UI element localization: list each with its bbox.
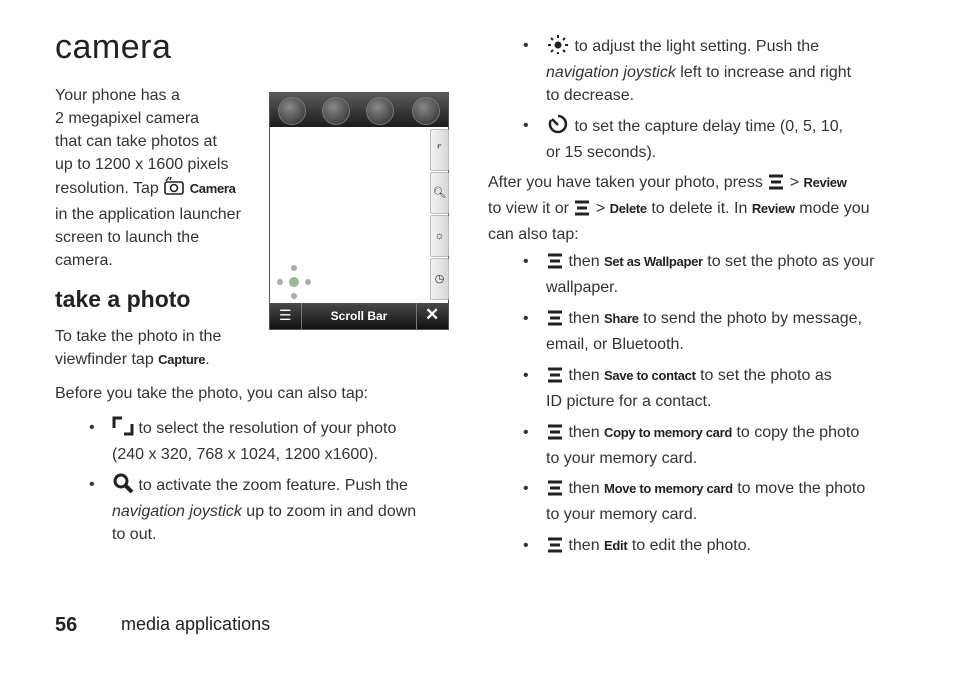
bullet-text: to activate the zoom feature. Push the <box>138 477 408 494</box>
list-item <box>523 250 886 299</box>
bullet-text: to your memory card. <box>546 450 698 467</box>
bullet-text: to move the photo <box>737 480 866 497</box>
navigation-joystick-term: navigation joystick <box>546 64 676 81</box>
bullet-text: then <box>568 253 600 270</box>
take-photo-line <box>55 348 265 371</box>
bullet-text: to edit the photo. <box>631 537 752 554</box>
scroll-bar-label: Scroll Bar <box>301 303 417 329</box>
bullet: • <box>89 476 95 493</box>
menu-option-label: Edit <box>604 538 628 553</box>
list-item <box>89 416 432 466</box>
list-item <box>523 307 886 356</box>
menu-option-label: Move to memory card <box>604 481 733 496</box>
list-item <box>523 364 886 413</box>
menu-icon: ☰ <box>279 307 292 323</box>
review-label: Review <box>803 175 847 190</box>
intro-line: 2 megapixel camera <box>55 110 200 127</box>
bullet-text: to set the photo as <box>700 367 832 384</box>
bullet-text: to copy the photo <box>736 424 860 441</box>
bullet-text: to your memory card. <box>546 506 698 523</box>
bullet-text: to send the photo by message, <box>643 310 862 327</box>
intro-line <box>55 176 255 203</box>
resolution-icon: ⌜ <box>430 129 449 171</box>
bullet: • <box>523 37 529 54</box>
timer-icon: ◷ <box>430 258 449 300</box>
menu-option-label: Set as Wallpaper <box>604 254 703 269</box>
resolution-icon <box>112 416 134 443</box>
bullet-text: then <box>568 424 600 441</box>
after-text: to delete it. In <box>651 200 748 217</box>
messages-icon <box>366 97 394 125</box>
zoom-icon: 🔍︎ <box>430 172 449 214</box>
bullet: • <box>523 253 529 270</box>
light-icon: ☼ <box>430 215 449 257</box>
bullet-text: then <box>568 537 600 554</box>
bullet-text: up to zoom in and down <box>241 503 417 520</box>
intro-line: camera. <box>55 252 113 269</box>
intro-line: Your phone has a <box>55 87 180 104</box>
menu-icon <box>573 200 591 223</box>
intro-line: that can take photos at <box>55 133 217 150</box>
after-text: to view it or <box>488 200 569 217</box>
menu-icon <box>546 367 564 390</box>
take-photo-period: . <box>205 351 210 368</box>
after-text: mode you <box>799 200 870 217</box>
after-text: After you have taken your photo, press <box>488 174 763 191</box>
menu-icon <box>767 174 785 197</box>
list-item <box>523 534 886 560</box>
bullet: • <box>523 424 529 441</box>
light-icon <box>546 34 570 61</box>
list-item <box>523 477 886 526</box>
bullet-text: to select the resolution of your photo <box>138 420 397 437</box>
page-number: 56 <box>55 614 78 636</box>
bullet: • <box>523 537 529 554</box>
footer-section: media applications <box>121 614 271 634</box>
after-text: > <box>789 174 800 191</box>
menu-icon <box>546 253 564 276</box>
bullet: • <box>89 419 95 436</box>
bullet-text: to adjust the light setting. Push the <box>574 38 820 55</box>
bullet-text: email, or Bluetooth. <box>546 336 684 353</box>
after-text: can also tap: <box>488 226 579 243</box>
menu-icon <box>546 537 564 560</box>
list-item <box>523 34 886 107</box>
after-text: > <box>595 200 606 217</box>
bullet-text: then <box>568 367 600 384</box>
bullet: • <box>523 480 529 497</box>
close-icon: ✕ <box>425 305 440 324</box>
take-photo-line: To take the photo in the <box>55 328 222 345</box>
bullet-text: (240 x 320, 768 x 1024, 1200 x1600). <box>112 446 378 463</box>
menu-icon <box>546 310 564 333</box>
timer-icon <box>546 114 570 141</box>
after-paragraph <box>488 171 888 246</box>
joystick-indicator-icon <box>274 263 314 306</box>
bullet-text: wallpaper. <box>546 279 619 296</box>
contacts-icon <box>322 97 350 125</box>
bullet-text: ID picture for a contact. <box>546 393 712 410</box>
page-title: camera <box>55 28 172 66</box>
take-photo-text: viewfinder tap <box>55 351 154 368</box>
menu-option-label: Copy to memory card <box>604 425 732 440</box>
browser-icon <box>412 97 440 125</box>
menu-icon <box>546 480 564 503</box>
bullet: • <box>523 117 529 134</box>
bottom-bar <box>270 303 448 329</box>
camera-icon <box>163 176 185 203</box>
list-item <box>523 114 886 164</box>
bullet: • <box>523 310 529 327</box>
before-text: Before you take the photo, you can also tap: <box>55 385 369 402</box>
bullet: • <box>523 367 529 384</box>
intro-line: screen to launch the <box>55 229 200 246</box>
bullet-text: to decrease. <box>546 87 635 104</box>
intro-line: up to 1200 x 1600 pixels <box>55 156 229 173</box>
camera-label: Camera <box>189 181 236 196</box>
bullet-text: then <box>568 310 600 327</box>
launcher-top-bar <box>270 93 448 127</box>
delete-label: Delete <box>609 201 647 216</box>
navigation-joystick-term: navigation joystick <box>112 503 242 520</box>
review-label: Review <box>751 201 795 216</box>
bullet-text: to out. <box>112 526 157 543</box>
bullet-text: to set the capture delay time (0, 5, 10, <box>574 118 844 135</box>
intro-paragraph <box>55 84 255 272</box>
intro-line: in the application launcher <box>55 206 241 223</box>
list-item <box>89 473 432 546</box>
bullet-text: to set the photo as your <box>707 253 875 270</box>
capture-label: Capture <box>158 352 206 367</box>
menu-icon <box>546 424 564 447</box>
menu-option-label: Save to contact <box>604 368 696 383</box>
menu-option-label: Share <box>604 311 639 326</box>
intro-text: resolution. Tap <box>55 180 159 197</box>
bullet-text: or 15 seconds). <box>546 144 657 161</box>
take-photo-paragraph <box>55 325 265 371</box>
section-heading: take a photo <box>55 286 191 312</box>
apps-icon <box>278 97 306 125</box>
bullet-text: then <box>568 480 600 497</box>
camera-viewfinder-screenshot <box>269 92 449 330</box>
bullet-text: left to increase and right <box>675 64 852 81</box>
zoom-icon <box>112 473 134 500</box>
list-item <box>523 421 886 470</box>
